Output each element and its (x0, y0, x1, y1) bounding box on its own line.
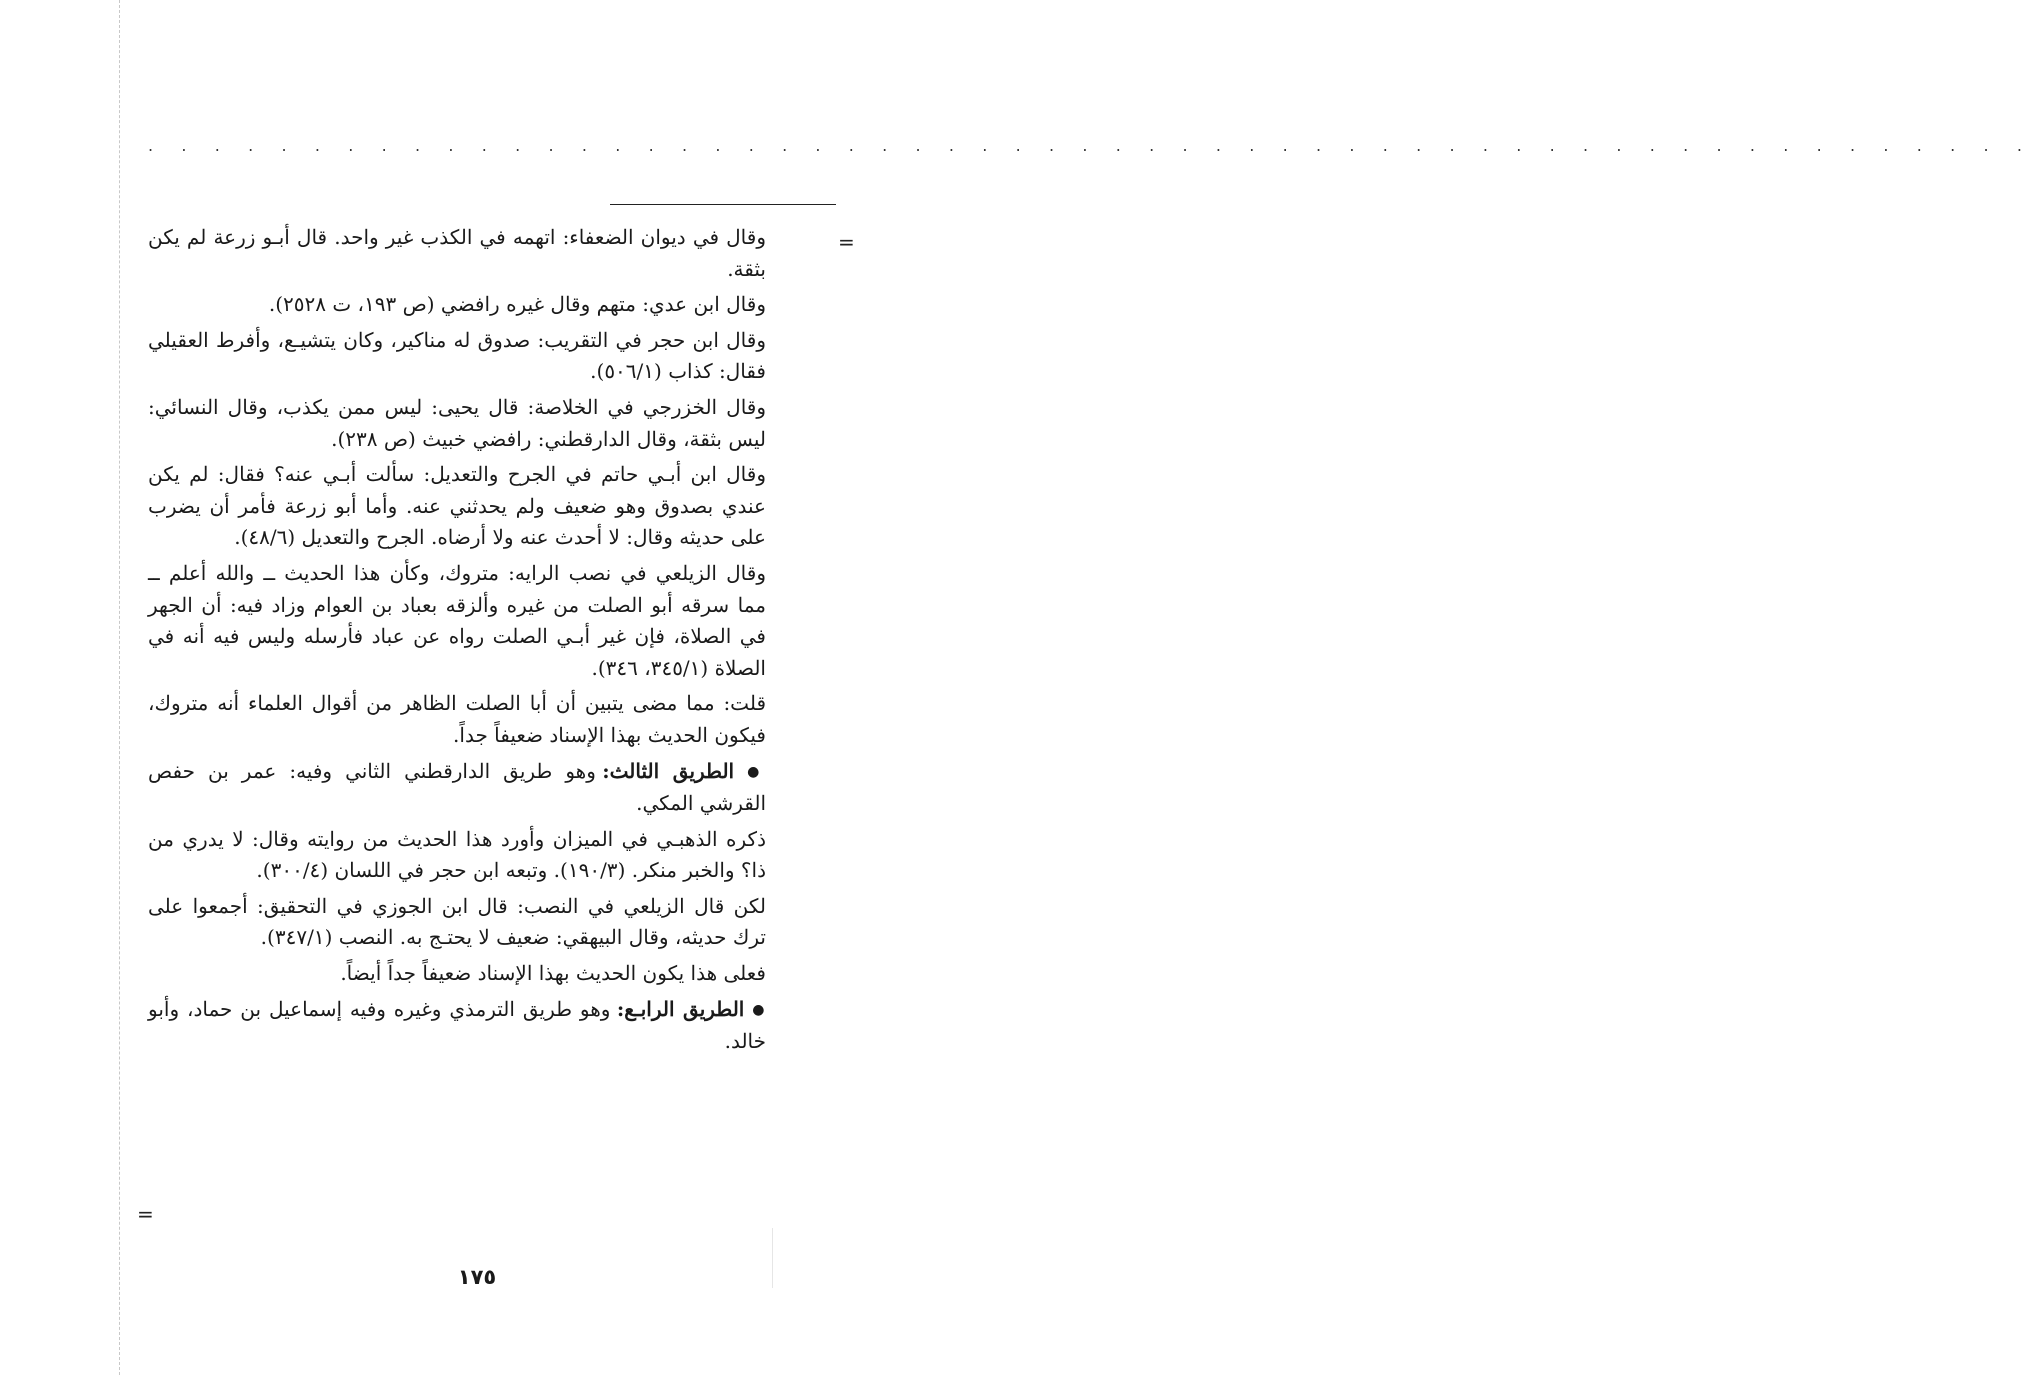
third-route-heading: الطريق الثالث: (602, 758, 735, 783)
bullet-icon: ● (747, 763, 766, 780)
paragraph: وقال في ديوان الضعفاء: اتهمه في الكذب غير واحد. قال أبـو زرعة لم يكن بثقة. (148, 225, 766, 281)
bullet-icon: ● (752, 1001, 766, 1018)
third-route-text: وهو طريق الدارقطني الثاني وفيه: عمر بن حفص القرشي المكي. (148, 758, 766, 816)
paragraph: فعلى هذا يكون الحديث بهذا الإسناد ضعيفاً جداً أيضاً. (340, 961, 766, 986)
fourth-route-heading: الطريق الرابـع: (616, 996, 745, 1021)
paragraph: ذكره الذهبـي في الميزان وأورد هذا الحديث من روايته وقال: لا يدري من ذا؟ والخبر منكر. (١٩٠/٣). وتبعه ابن حجر في اللسان (٣٠٠/٤). (148, 826, 766, 883)
third-route-paragraph (148, 756, 766, 820)
paragraph: وقال الخزرجي في الخلاصة: قال يحيى: ليس ممن يكذب، وقال النسائي: ليس بثقة، وقال الدارقطني: رافضي خبيث (ص ٢٣٨). (148, 394, 766, 451)
paragraph: وقال الزيلعي في نصب الرايه: متروك، وكأن هذا الحديث ــ والله أعلم ــ مما سرقه أبو الصلت من غيره وألزقه بعباد بن العوام وزاد فيه: أن الجهر في الصلاة، فإن غير أبـي الصلت رواه عن عباد فأرسله وليس فيه أنه في الصلاة (٣٤٥/١، ٣٤٦). (148, 560, 766, 680)
paragraph: وقال ابن حجر في التقريب: صدوق له مناكير، وكان يتشيـع، وأفرط العقيلي فقال: كذاب (٥٠٦/١). (148, 327, 766, 384)
fourth-route-paragraph (148, 994, 766, 1058)
paragraph: لكن قال الزيلعي في النصب: قال ابن الجوزي في التحقيق: أجمعوا على ترك حديثه، وقال البيهقي: ضعيف لا يحتـج به. النصب (٣٤٧/١). (148, 893, 766, 950)
continuation-mark-top: = (838, 230, 855, 254)
dotted-separator: . . . . . . . . . . . . . . . . . . . . . . . . . . . . . . . . . . . . . . . . . . . . . . . . . . . . . . . . . (148, 136, 2034, 155)
page-number: ١٧٥ (457, 1265, 497, 1289)
page-gutter-line (119, 0, 120, 1375)
paragraph: وقال ابن أبـي حاتم في الجرح والتعديل: سألت أبـي عنه؟ فقال: لم يكن عندي بصدوق وهو ضعيف ولم يحدثني عنه. وأما أبو زرعة فأمر أن يضرب على حديثه وقال: لا أحدث عنه ولا أرضاه. الجرح والتعديل (٤٨/٦). (148, 462, 766, 550)
fourth-route-text: وهو طريق الترمذي وغيره وفيه إسماعيل بن حماد، وأبو خالد. (148, 996, 766, 1054)
continuation-mark-bottom: = (137, 1202, 154, 1226)
paragraph: وقال ابن عدي: متهم وقال غيره رافضي (ص ١٩٣، ت ٢٥٢٨). (268, 292, 766, 317)
footnote-text (148, 222, 766, 1062)
paragraph: قلت: مما مضى يتبين أن أبا الصلت الظاهر من أقوال العلماء أنه متروك، فيكون الحديث بهذا الإسناد ضعيفاً جداً. (148, 691, 766, 747)
footnote-rule (610, 204, 836, 205)
